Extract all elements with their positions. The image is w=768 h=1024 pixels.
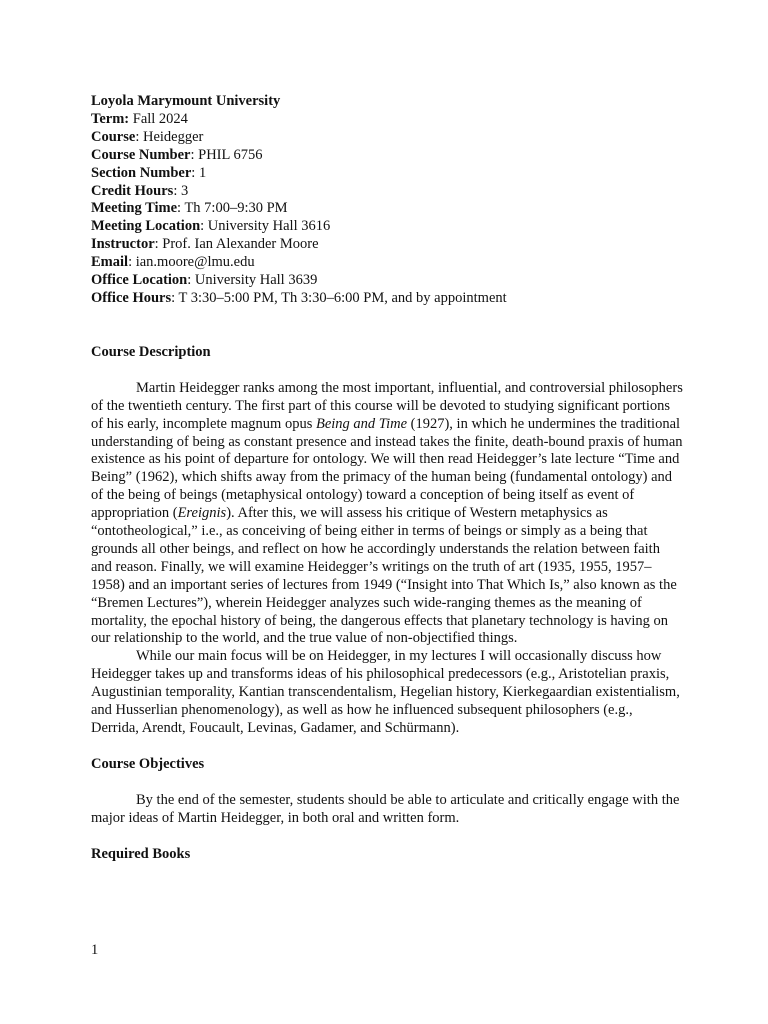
- course-description-heading: Course Description: [91, 343, 211, 360]
- office-hours-line: Office Hours: T 3:30–5:00 PM, Th 3:30–6:00 PM, and by appointment: [91, 289, 507, 306]
- course-line: Course: Heidegger: [91, 128, 204, 145]
- meeting-time-line: Meeting Time: Th 7:00–9:30 PM: [91, 200, 288, 217]
- course-description-paragraph-1: Martin Heidegger ranks among the most important, influential, and controversial philosophers of the twentieth century. The first part of this course will be devoted to studying significant portions of his early, incomplete magnum opus Being and Time (1927), in which he undermines the traditional understanding of being as constant presence and instead takes the finite, death-bound praxis of human existence as his point of departure for ontology. We will then read Heidegger’s late lecture “Time and Being” (1962), which shifts away from the primacy of the human being (fundamental ontology) and of the being of beings (metaphysical ontology) toward a conception of being itself as event of appropriation (Ereignis). After this, we will assess his critique of Western metaphysics as “ontotheological,” i.e., as conceiving of being either in terms of beings or simply as a being that grounds all other beings, and reflect on how he accordingly understands the relation between faith and reason. Finally, we will examine Heidegger’s writings on the truth of art (1935, 1955, 1957–1958) and an important series of lectures from 1949 (“Insight into That Which Is,” also known as the “Bremen Lectures”), wherein Heidegger analyzes such wide-ranging themes as the meaning of mortality, the epochal history of being, the dangerous effects that planetary technology is having on our relationship to the world, and the true value of non-objectified things.: [91, 379, 683, 647]
- course-info-block: [91, 93, 683, 308]
- course-objectives-paragraph: By the end of the semester, students should be able to articulate and critically engage with the major ideas of Martin Heidegger, in both oral and written form.: [91, 791, 680, 826]
- course-objectives-heading: Course Objectives: [91, 755, 205, 772]
- office-location-line: Office Location: University Hall 3639: [91, 272, 318, 289]
- credit-hours-line: Credit Hours: 3: [91, 182, 189, 199]
- university-name: Loyola Marymount University: [91, 93, 281, 109]
- syllabus-page: [91, 93, 683, 864]
- page-number: 1: [91, 942, 99, 958]
- required-books-heading: Required Books: [91, 845, 191, 862]
- email-line: Email: ian.moore@lmu.edu: [91, 254, 255, 271]
- course-description-paragraph-2: While our main focus will be on Heidegger, in my lectures I will occasionally discuss how Heidegger takes up and transforms ideas of his philosophical predecessors (e.g., Aristotelian praxis, Augustinian temporality, Kantian transcendentalism, Hegelian history, Kierkegaardian existentialism, and Husserlian phenomenology), as well as how he influenced subsequent philosophers (e.g., Derrida, Arendt, Foucault, Levinas, Gadamer, and Schürmann).: [91, 648, 680, 736]
- term-line: Term: Fall 2024: [91, 110, 188, 127]
- course-number-line: Course Number: PHIL 6756: [91, 146, 263, 163]
- instructor-line: Instructor: Prof. Ian Alexander Moore: [91, 236, 319, 253]
- meeting-location-line: Meeting Location: University Hall 3616: [91, 218, 331, 235]
- section-number-line: Section Number: 1: [91, 164, 207, 181]
